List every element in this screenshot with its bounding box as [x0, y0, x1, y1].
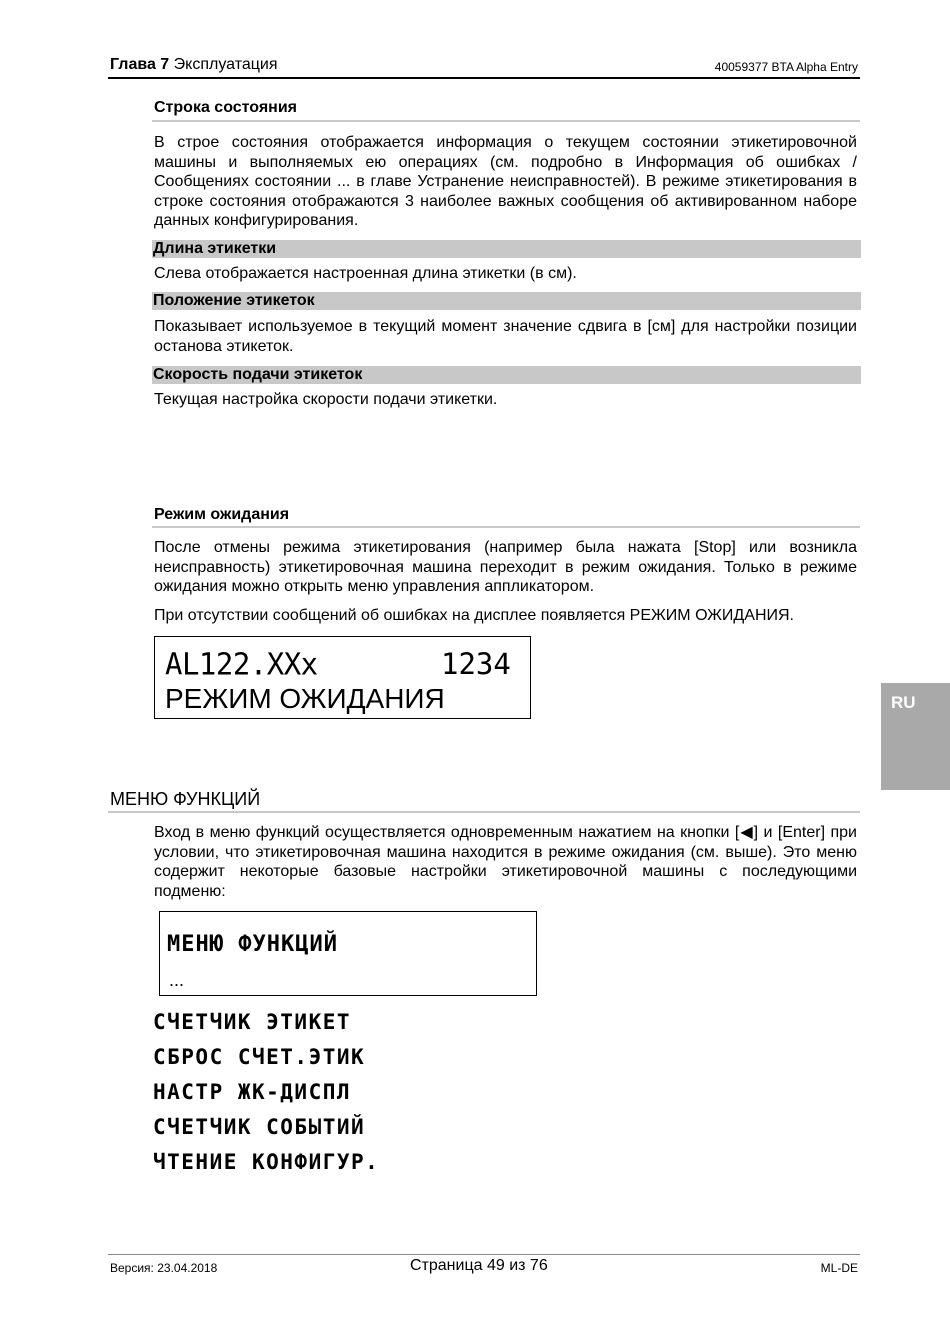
- page-number: Страница 49 из 76: [410, 1257, 548, 1274]
- standby-heading: Режим ожидания: [154, 506, 290, 523]
- section-divider: [152, 120, 860, 122]
- standby-text: После отмены режима этикетирования (например была нажата [Stop] или возникла неисправность) этикетировочная машина переходит в режим ожидания. Только в режиме ожидания можно открыть меню управления аппликатором.: [154, 539, 857, 596]
- submenu-item: ЧТЕНИЕ КОНФИГУР.: [153, 1150, 380, 1174]
- footer-divider: [108, 1254, 860, 1255]
- field-feed-speed-text: Текущая настройка скорости подачи этикетки.: [154, 391, 498, 408]
- submenu-item: СЧЕТЧИК СОБЫТИЙ: [153, 1115, 366, 1139]
- standby-display: [154, 636, 531, 719]
- function-menu-display: [159, 911, 537, 996]
- display-ellipsis: ...: [169, 970, 185, 990]
- submenu-item: НАСТР ЖК-ДИСПЛ: [153, 1080, 352, 1104]
- document-id: 40059377 BTA Alpha Entry: [714, 60, 858, 74]
- display-number: 1234: [441, 647, 511, 681]
- standby-display-note: При отсутствии сообщений об ошибках на дисплее появляется РЕЖИМ ОЖИДАНИЯ.: [154, 607, 794, 624]
- language-tab: [881, 683, 950, 790]
- status-line-heading: Строка состояния: [154, 99, 298, 116]
- section-divider: [152, 526, 860, 528]
- function-menu-heading: МЕНЮ ФУНКЦИЙ: [110, 789, 261, 809]
- status-line-text: В строе состояния отображается информация о текущем состоянии этикетировочной машины и выполняемых ею операциях (см. подробно в Информация об ошибках / Сообщениях состоянии ... в главе Устранение неисправностей). В режиме этикетирования в строке состояния отображаются 3 наиболее важных сообщения об активированном наборе данных конфигурирования.: [154, 134, 857, 230]
- display-model-code: AL122.XXx: [165, 646, 318, 682]
- chapter-number: Глава 7: [110, 56, 170, 73]
- field-label-length-title: Длина этикетки: [152, 240, 861, 258]
- display-status-text: РЕЖИМ ОЖИДАНИЯ: [165, 683, 445, 714]
- field-feed-speed-title: Скорость подачи этикеток: [152, 366, 861, 384]
- header-divider: [108, 77, 860, 79]
- submenu-item: СБРОС СЧЕТ.ЭТИК: [153, 1045, 366, 1069]
- section-divider: [108, 811, 860, 813]
- chapter-title: Эксплуатация: [173, 56, 278, 73]
- version-date: Версия: 23.04.2018: [110, 1261, 218, 1275]
- submenu-item: СЧЕТЧИК ЭТИКЕТ: [153, 1010, 352, 1034]
- language-tab-label: RU: [891, 693, 916, 712]
- field-label-position-title: Положение этикеток: [152, 292, 861, 310]
- display-menu-title: МЕНЮ ФУНКЦИЙ: [167, 932, 338, 957]
- field-label-position-text: Показывает используемое в текущий момент значение сдвига в [см] для настройки позиции останова этикеток.: [154, 318, 857, 355]
- field-label-length-text: Слева отображается настроенная длина этикетки (в см).: [154, 265, 577, 282]
- function-menu-text: Вход в меню функций осуществляется одновременным нажатием на кнопки [◀] и [Enter] при условии, что этикетировочная машина находится в режиме ожидания (см. выше). Это меню содержит некоторые базовые настройки этикетировочной машины с последующими подменю:: [154, 824, 857, 900]
- document-code: ML-DE: [820, 1261, 858, 1275]
- chapter-header: [110, 56, 278, 74]
